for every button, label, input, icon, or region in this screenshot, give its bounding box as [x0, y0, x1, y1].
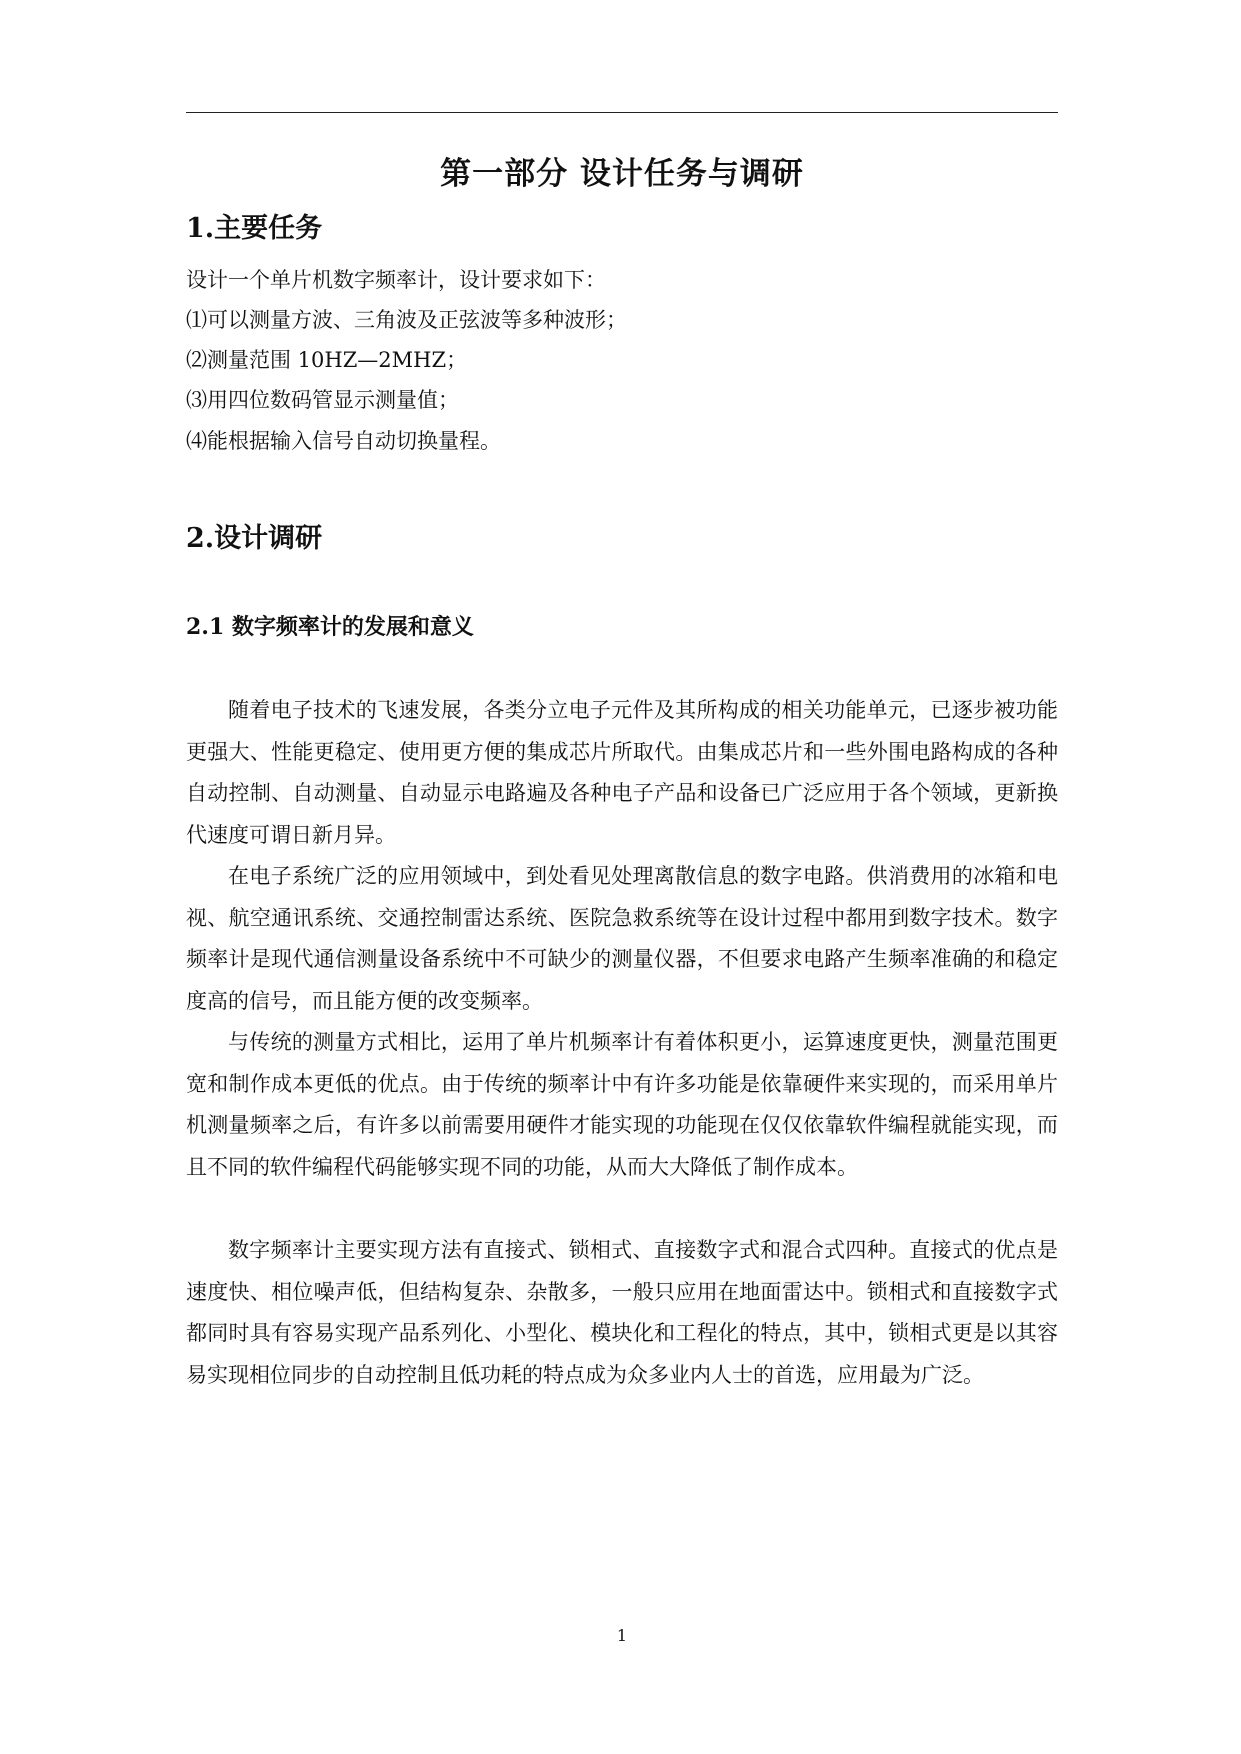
header-rule: [186, 112, 1058, 113]
section-1-heading: 1.主要任务: [186, 213, 323, 244]
requirement-item-2: ⑵测量范围 10HZ—2MHZ；: [186, 348, 468, 372]
section-1-intro: 设计一个单片机数字频率计，设计要求如下：: [186, 268, 606, 292]
body-paragraph-1: 随着电子技术的飞速发展，各类分立电子元件及其所构成的相关功能单元，已逐步被功能更强大、性能更稳定、使用更方便的集成芯片所取代。由集成芯片和一些外围电路构成的各种自动控制、自动测量、自动显示电路遍及各种电子产品和设备已广泛应用于各个领域，更新换代速度可谓日新月异。: [186, 698, 1058, 847]
requirement-item-1: ⑴可以测量方波、三角波及正弦波等多种波形；: [186, 308, 627, 332]
body-paragraph-2: 在电子系统广泛的应用领域中，到处看见处理离散信息的数字电路。供消费用的冰箱和电视、航空通讯系统、交通控制雷达系统、医院急救系统等在设计过程中都用到数字技术。数字频率计是现代通信测量设备系统中不可缺少的测量仪器，不但要求电路产生频率准确的和稳定度高的信号，而且能方便的改变频率。: [186, 864, 1058, 1013]
section-2-heading: 2.设计调研: [186, 523, 323, 554]
requirement-item-3: ⑶用四位数码管显示测量值；: [186, 388, 459, 412]
body-paragraph-3: 与传统的测量方式相比，运用了单片机频率计有着体积更小，运算速度更快，测量范围更宽和制作成本更低的优点。由于传统的频率计中有许多功能是依靠硬件来实现的，而采用单片机测量频率之后，有许多以前需要用硬件才能实现的功能现在仅仅依靠软件编程就能实现，而且不同的软件编程代码能够实现不同的功能，从而大大降低了制作成本。: [186, 1030, 1058, 1179]
body-paragraph-4: 数字频率计主要实现方法有直接式、锁相式、直接数字式和混合式四种。直接式的优点是速度快、相位噪声低，但结构复杂、杂散多，一般只应用在地面雷达中。锁相式和直接数字式都同时具有容易实现产品系列化、小型化、模块化和工程化的特点，其中，锁相式更是以其容易实现相位同步的自动控制且低功耗的特点成为众多业内人士的首选，应用最为广泛。: [186, 1238, 1058, 1387]
subsection-2-1-heading: 2.1 数字频率计的发展和意义: [186, 614, 474, 640]
page-number: 1: [616, 1626, 628, 1645]
requirement-item-4: ⑷能根据输入信号自动切换量程。: [186, 429, 501, 453]
part-title: 第一部分 设计任务与调研: [440, 156, 804, 192]
